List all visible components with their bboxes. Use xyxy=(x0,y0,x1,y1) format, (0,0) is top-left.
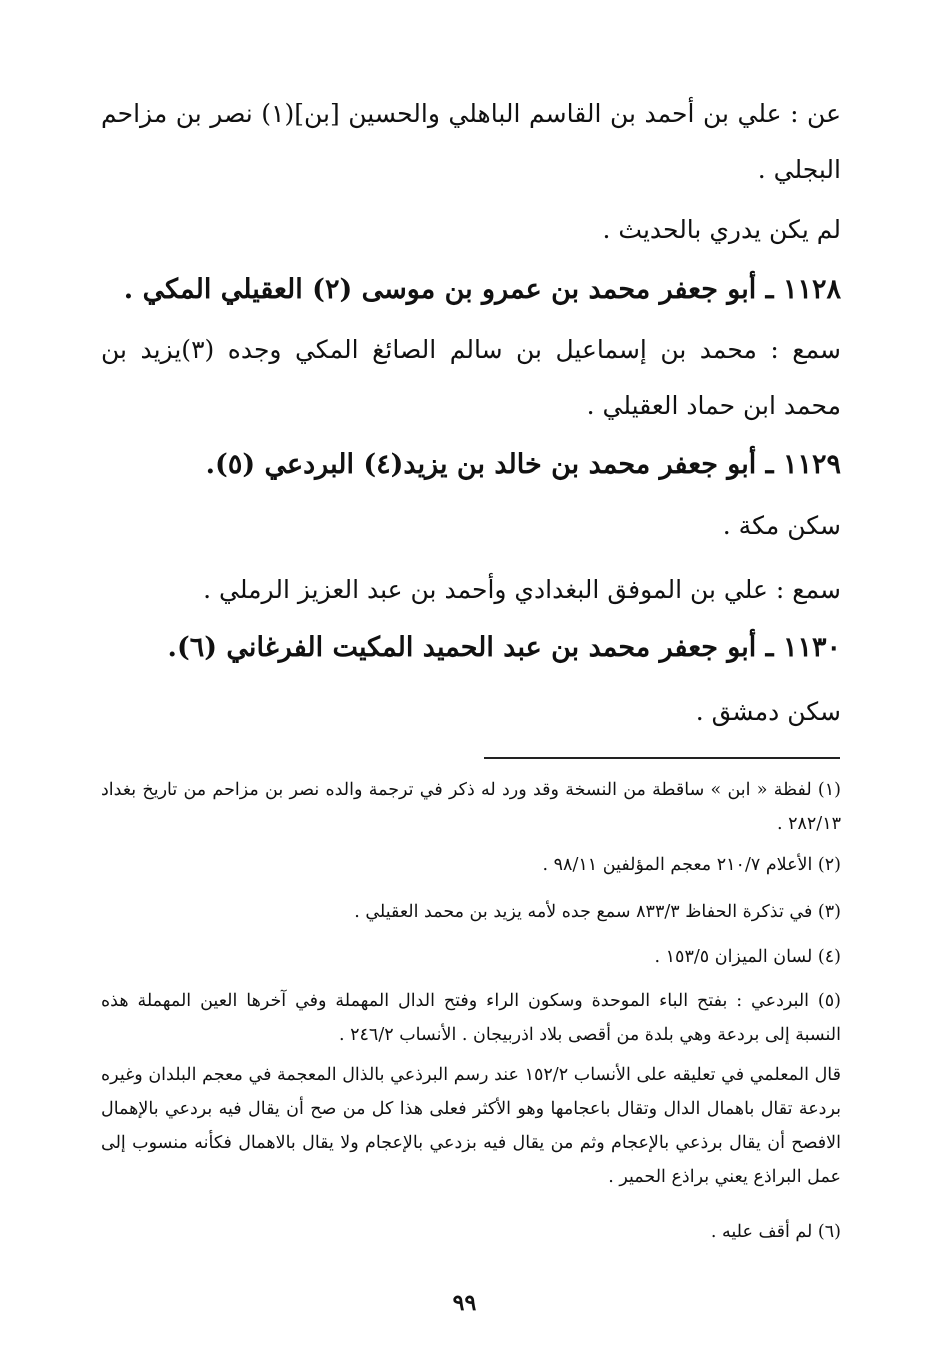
entry-1129-heard: سمع : علي بن الموفق البغدادي وأحمد بن عبد العزيز الرملي . xyxy=(203,575,841,604)
entry-1128-heading: ١١٢٨ ـ أبو جعفر محمد بن عمرو بن موسى (٢) العقيلي المكي . xyxy=(123,274,841,305)
footnote-1: (١) لفظة « ابن » ساقطة من النسخة وقد ورد له ذكر في ترجمة والده نصر بن مزاحم من تاريخ بغداد ٢٨٢/١٣ . xyxy=(101,780,841,834)
entry-1127-narrators: عن : علي بن أحمد بن القاسم الباهلي والحسين [بن](١) نصر بن مزاحم البجلي . xyxy=(101,99,841,184)
entry-1127-note: لم يكن يدري بالحديث . xyxy=(602,215,841,244)
page-number: ٩٩ xyxy=(452,1290,477,1316)
entry-1129-heading: ١١٢٩ ـ أبو جعفر محمد بن خالد بن يزيد(٤) البردعي (٥). xyxy=(205,449,841,480)
footnote-2: (٢) الأعلام ٢١٠/٧ معجم المؤلفين ٩٨/١١ . xyxy=(542,855,841,875)
entry-1130-heading: ١١٣٠ ـ أبو جعفر محمد بن عبد الحميد المكيت الفرغاني (٦). xyxy=(167,632,841,663)
footnote-3: (٣) في تذكرة الحفاظ ٨٣٣/٣ سمع جده لأمه يزيد بن محمد العقيلي . xyxy=(354,902,841,922)
footnote-separator xyxy=(484,757,840,759)
footnote-5: (٥) البردعي : بفتح الباء الموحدة وسكون الراء وفتح الدال المهملة وفي آخرها العين المهملة هذه النسبة إلى بردعة وهي بلدة من أقصى بلاد اذربيجان . الأنساب ٢٤٦/٢ . xyxy=(101,991,841,1045)
footnote-4: (٤) لسان الميزان ١٥٣/٥ . xyxy=(654,947,841,967)
entry-1130-residence: سكن دمشق . xyxy=(695,697,841,726)
entry-1129-residence: سكن مكة . xyxy=(722,511,841,540)
footnote-6: (٦) لم أقف عليه . xyxy=(710,1222,841,1242)
footnote-5-continued: قال المعلمي في تعليقه على الأنساب ١٥٢/٢ عند رسم البرذعي بالذال المعجمة في معجم البلدان وغيره بردعة تقال باهمال الدال وتقال باعجامها وهو الأكثر فعلى هذا كل من صح أن يقال فيه بردعي بالإهمال الافصح أن يقال برذعي بالإعجام وثم من يقال فيه بزدعي بالإعجام ولا يقال بالاهمال فكأنه منسوب إلى عمل البراذع يعني براذع الحمير . xyxy=(101,1065,841,1187)
entry-1128-heard: سمع : محمد بن إسماعيل بن سالم الصائغ المكي وجده (٣)يزيد بن محمد ابن حماد العقيلي . xyxy=(101,335,841,420)
